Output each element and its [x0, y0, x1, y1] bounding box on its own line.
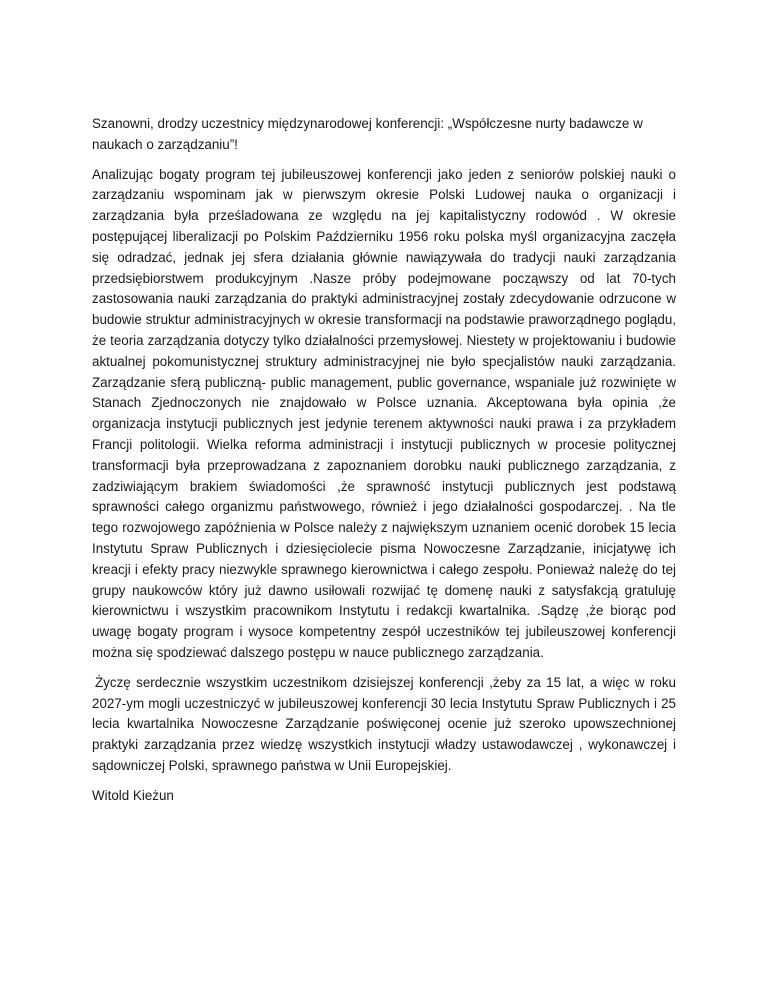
letter-document [92, 114, 676, 816]
main-paragraph: Analizując bogaty program tej jubileuszowej konferencji jako jeden z seniorów polskiej nauki o zarządzaniu wspominam jak w pierwszym okresie Polski Ludowej nauka o organizacji i zarządzania była prześladowana ze względu na jej kapitalistyczny rodowód . W okresie postępującej liberalizacji po Polskim Październiku 1956 roku polska myśl organizacyjna zaczęła się odradzać, jednak jej sfera działania głównie nawiązywała do tradycji nauki zarządzania przedsiębiorstwem produkcyjnym .Nasze próby podejmowane począwszy od lat 70-tych zastosowania nauki zarządzania do praktyki administracyjnej zostały zdecydowanie odrzucone w budowie struktur administracyjnych w okresie transformacji na podstawie praworządnego poglądu, że teoria zarządzania dotyczy tylko działalności przemysłowej. Niestety w projektowaniu i budowie aktualnej pokomunistycznej struktury administracyjnej nie było specjalistów nauki zarządzania. Zarządzanie sferą publiczną- public management, public governance, wspaniale już rozwinięte w Stanach Zjednoczonych nie znajdowało w Polsce uznania. Akceptowana była opinia ,że organizacja instytucji publicznych jest jedynie terenem aktywności nauki prawa i za przykładem Francji politologii. Wielka reforma administracji i instytucji publicznych w procesie politycznej transformacji była przeprowadzana z zapoznaniem dorobku nauki publicznego zarządzania, z zadziwiającym brakiem świadomości ,że sprawność instytucji publicznych jest podstawą sprawności całego organizmu państwowego, również i jego działalności gospodarczej. . Na tle tego rozwojowego zapóźnienia w Polsce należy z największym uznaniem ocenić dorobek 15 lecia Instytutu Spraw Publicznych i dziesięciolecie pisma Nowoczesne Zarządzanie, inicjatywę ich kreacji i efekty pracy niezwykle sprawnego kierownictwa i całego zespołu. Ponieważ należę do tej grupy naukowców który już dawno usiłowali rozwijać tę domenę nauki z satysfakcją gratuluję kierownictwu i wszystkim pracownikom Instytutu i redakcji kwartalnika. .Sądzę ,że biorąc pod uwagę bogaty program i wysoce kompetentny zespół uczestników tej jubileuszowej konferencji można się spodziewać dalszego postępu w nauce publicznego zarządzania. [92, 166, 676, 660]
signature: Witold Kieżun [92, 787, 174, 803]
greeting-paragraph: Szanowni, drodzy uczestnicy międzynarodowej konferencji: „Współczesne nurty badawcze w naukach o zarządzaniu”! [92, 116, 643, 152]
wishes-paragraph: Życzę serdecznie wszystkim uczestnikom dzisiejszej konferencji ,żeby za 15 lat, a więc w roku 2027-ym mogli uczestniczyć w jubileuszowej konferencji 30 lecia Instytutu Spraw Publicznych i 25 lecia kwartalnika Nowoczesne Zarządzanie poświęconej ocenie już szeroko upowszechnionej praktyki zarządzania przez wiedzę wszystkich instytucji władzy ustawodawczej , wykonawczej i sądowniczej Polski, sprawnego państwa w Unii Europejskiej. [92, 674, 676, 773]
